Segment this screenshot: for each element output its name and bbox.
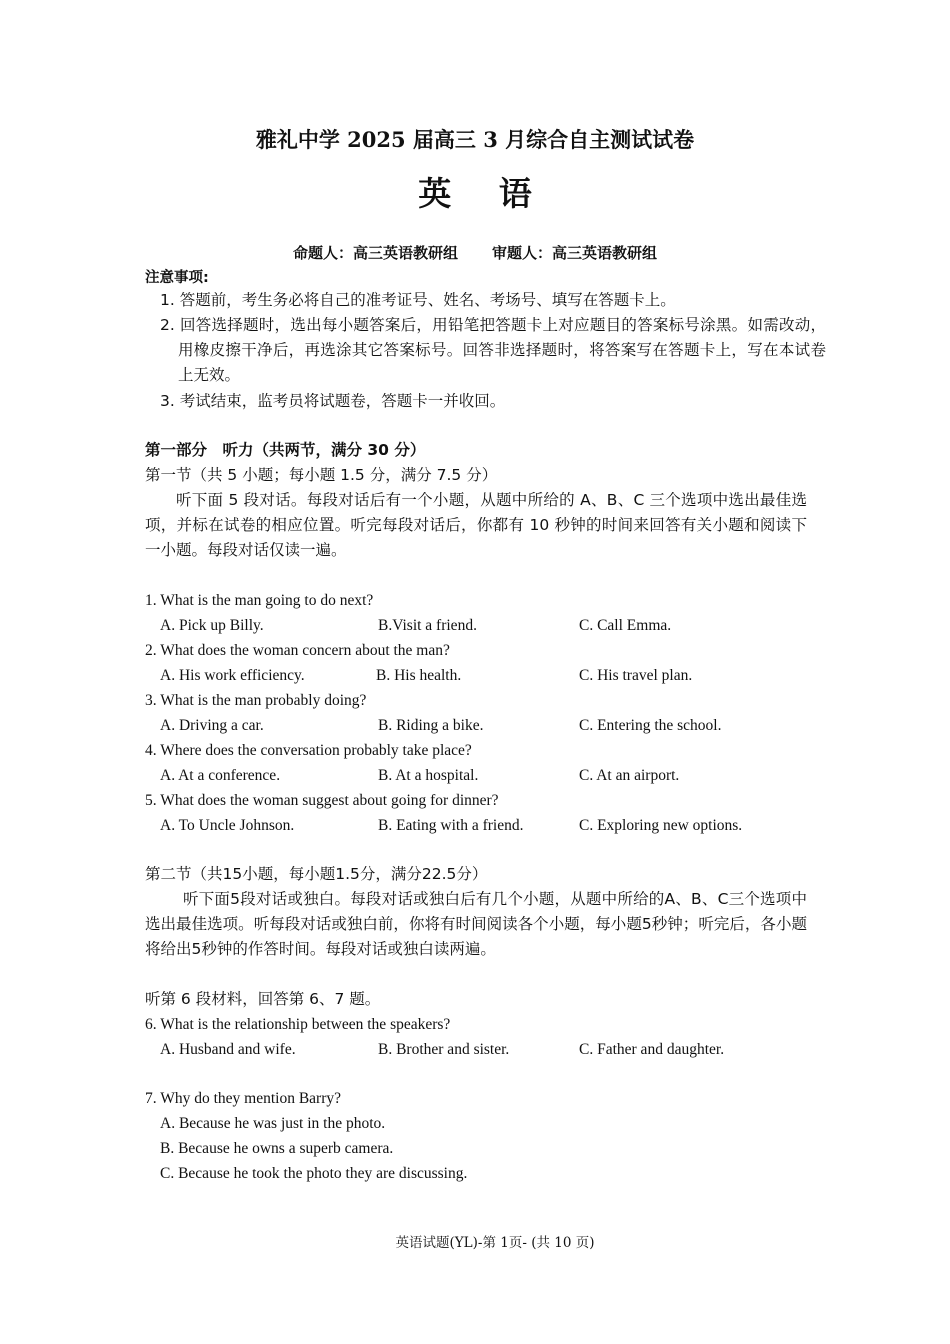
subject-title: 英 语 xyxy=(418,174,550,213)
q2-option-c: C. His travel plan. xyxy=(579,667,693,684)
q5-option-c: C. Exploring new options. xyxy=(579,817,743,834)
q5-option-b: B. Eating with a friend. xyxy=(378,817,524,834)
question-6: 6. What is the relationship between the speakers? xyxy=(145,1016,451,1033)
note-item-1: 1. 答题前，考生务必将自己的准考证号、姓名、考场号、填写在答题卡上。 xyxy=(160,291,676,309)
q7-option-b: B. Because he owns a superb camera. xyxy=(160,1140,394,1157)
authors-line xyxy=(0,242,950,263)
page-footer: 英语试题(YL)-第 1页- (共 10 页) xyxy=(395,1235,595,1251)
notes-heading: 注意事项: xyxy=(145,270,209,286)
material-6-heading: 听第 6 段材料，回答第 6、7 题。 xyxy=(145,990,381,1008)
q1-option-b: B.Visit a friend. xyxy=(378,617,477,634)
q5-option-a: A. To Uncle Johnson. xyxy=(160,817,295,834)
q3-option-c: C. Entering the school. xyxy=(579,717,722,734)
q4-option-b: B. At a hospital. xyxy=(378,767,479,784)
q6-option-b: B. Brother and sister. xyxy=(378,1041,510,1058)
q4-option-c: C. At an airport. xyxy=(579,767,680,784)
q6-option-a: A. Husband and wife. xyxy=(160,1041,296,1058)
question-7: 7. Why do they mention Barry? xyxy=(145,1090,342,1107)
question-3: 3. What is the man probably doing? xyxy=(145,692,367,709)
question-2: 2. What does the woman concern about the man? xyxy=(145,642,450,659)
question-5: 5. What does the woman suggest about going for dinner? xyxy=(145,792,499,809)
section1-instructions: 听下面 5 段对话。每段对话后有一个小题，从题中所给的 A、B、C 三个选项中选出最佳选项，并标在试卷的相应位置。听完每段对话后，你都有 10 秒钟的时间来回答有关小题和阅读下一小题。每段对话仅读一遍。 xyxy=(145,491,807,559)
section1-heading: 第一节（共 5 小题；每小题 1.5 分，满分 7.5 分） xyxy=(145,466,498,484)
part1-heading: 第一部分 听力（共两节，满分 30 分） xyxy=(145,441,426,459)
reviewer-label: 审题人：高三英语教研组 xyxy=(492,244,658,262)
author-label: 命题人：高三英语教研组 xyxy=(292,244,458,262)
q4-option-a: A. At a conference. xyxy=(160,767,281,784)
q2-option-a: A. His work efficiency. xyxy=(160,667,305,684)
question-1: 1. What is the man going to do next? xyxy=(145,592,374,609)
exam-title: 雅礼中学 2025 届高三 3 月综合自主测试试卷 xyxy=(255,127,695,152)
note-item-3: 3. 考试结束，监考员将试题卷，答题卡一并收回。 xyxy=(160,392,506,410)
q7-option-a: A. Because he was just in the photo. xyxy=(160,1115,386,1132)
q7-option-c: C. Because he took the photo they are discussing. xyxy=(160,1165,468,1182)
q3-option-a: A. Driving a car. xyxy=(160,717,264,734)
section2-heading: 第二节（共15小题，每小题1.5分，满分22.5分） xyxy=(145,865,488,883)
question-4: 4. Where does the conversation probably take place? xyxy=(145,742,472,759)
q6-option-c: C. Father and daughter. xyxy=(579,1041,725,1058)
note-item-2: 2. 回答选择题时，选出每小题答案后，用铅笔把答题卡上对应题目的答案标号涂黑。如需改动，用橡皮擦干净后，再选涂其它答案标号。回答非选择题时，将答案写在答题卡上，写在本试卷上无效。 xyxy=(160,316,826,384)
q3-option-b: B. Riding a bike. xyxy=(378,717,484,734)
q2-option-b: B. His health. xyxy=(376,667,462,684)
q1-option-a: A. Pick up Billy. xyxy=(160,617,264,634)
section2-instructions: 听下面5段对话或独白。每段对话或独白后有几个小题，从题中所给的A、B、C三个选项中选出最佳选项。听每段对话或独白前，你将有时间阅读各个小题，每小题5秒钟；听完后，各小题将给出5秒钟的作答时间。每段对话或独白读两遍。 xyxy=(145,890,807,958)
q1-option-c: C. Call Emma. xyxy=(579,617,672,634)
